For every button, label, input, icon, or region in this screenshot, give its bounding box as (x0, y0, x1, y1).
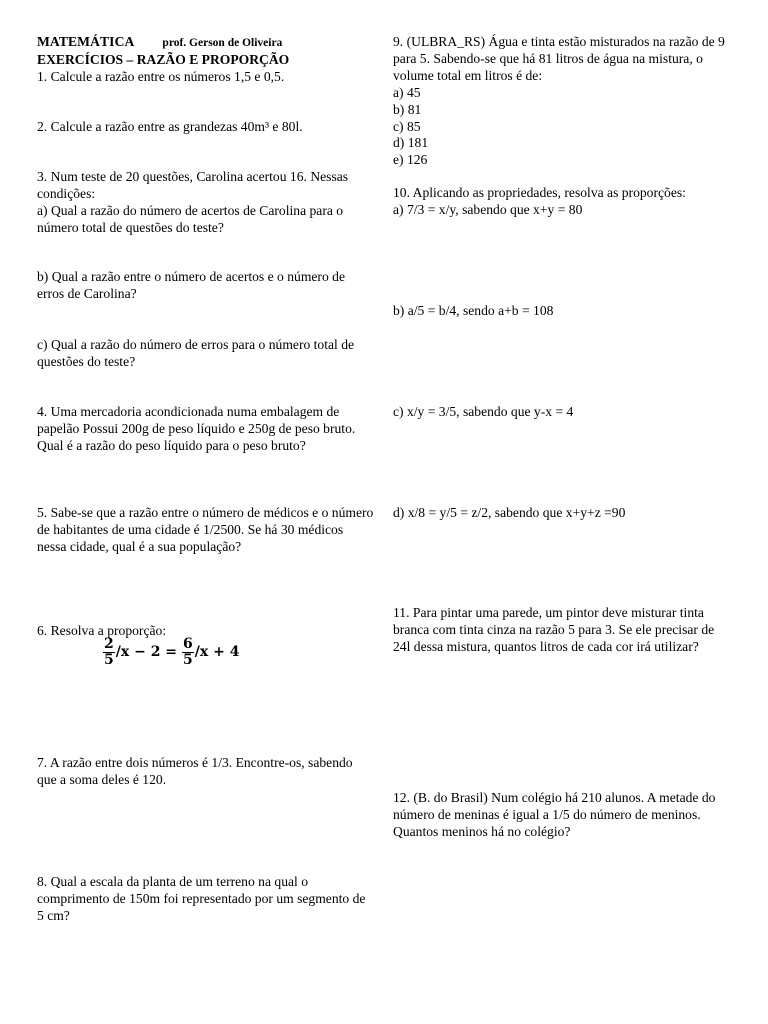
question-3-b: b) Qual a razão entre o número de acertos e o número de erros de Carolina? (37, 269, 345, 301)
question-9: 9. (ULBRA_RS) Água e tinta estão misturados na razão de 9 para 5. Sabendo-se que há 81 litros de água na mistura, o volume total em litros é de: (393, 34, 725, 83)
question-9-option-a: a) 45 (393, 84, 421, 100)
question-3-intro: 3. Num teste de 20 questões, Carolina acertou 16. Nessas condições: (37, 169, 349, 201)
subject-title: MATEMÁTICA (37, 34, 135, 49)
question-12: 12. (B. do Brasil) Num colégio há 210 alunos. A metade do número de meninas é igual a 1/5 do número de meninos. Quantos meninos há no colégio? (393, 790, 716, 839)
question-7-block (37, 755, 374, 789)
question-2: 2. Calcule a razão entre as grandezas 40m³ e 80l. (37, 119, 303, 134)
question-10-a: a) 7/3 = x/y, sabendo que x+y = 80 (393, 201, 583, 217)
question-4: 4. Uma mercadoria acondicionada numa embalagem de papelão Possui 200g de peso líquido e 250g de peso bruto. Qual é a razão do peso líquido para o peso bruto? (37, 404, 356, 453)
question-6: 6. Resolva a proporção: (37, 623, 167, 638)
worksheet-title: EXERCÍCIOS – RAZÃO E PROPORÇÃO (37, 51, 290, 67)
question-9-block (393, 34, 730, 169)
question-3-a: a) Qual a razão do número de acertos de Carolina para o número total de questões do teste? (37, 202, 344, 235)
question-3-block (37, 169, 374, 237)
question-5: 5. Sabe-se que a razão entre o número de médicos e o número de habitantes de uma cidade é 1/2500. Se há 30 médicos nessa cidade, qual é a sua população? (37, 505, 374, 554)
question-3-c: c) Qual a razão do número de erros para o número total de questões do teste? (37, 337, 355, 369)
fraction-two-fifths: $\frac{2}{5}$ (104, 636, 114, 668)
question-4-block (37, 404, 374, 455)
question-10-b-block (393, 303, 730, 320)
question-9-option-e: e) 126 (393, 152, 428, 168)
question-8: 8. Qual a escala da planta de um terreno na qual o comprimento de 150m foi representado por um segmento de 5 cm? (37, 874, 366, 923)
question-3-b-block (37, 269, 374, 303)
question-10-intro: 10. Aplicando as propriedades, resolva as proporções: (393, 185, 686, 200)
professor-name: prof. Gerson de Oliveira (162, 37, 283, 49)
question-11: 11. Para pintar uma parede, um pintor deve misturar tinta branca com tinta cinza na razão 5 para 3. Se ele precisar de 24l dessa mistura, quantos litros de cada cor irá utilizar? (393, 605, 715, 654)
question-9-option-b: b) 81 (393, 101, 422, 117)
question-2-block (37, 119, 374, 136)
question-11-block (393, 605, 730, 656)
question-10-c-block (393, 404, 730, 421)
question-5-block (37, 505, 374, 556)
question-9-option-c: c) 85 (393, 118, 421, 134)
question-12-block (393, 790, 730, 841)
equation-term-1: /x − 2 = (115, 644, 178, 661)
question-10-c: c) x/y = 3/5, sabendo que y-x = 4 (393, 404, 574, 419)
question-7: 7. A razão entre dois números é 1/3. Encontre-os, sabendo que a soma deles é 120. (37, 755, 353, 787)
question-10-d: d) x/8 = y/5 = z/2, sabendo que x+y+z =90 (393, 505, 626, 520)
question-10-d-block (393, 505, 730, 522)
question-6-equation (102, 637, 239, 668)
question-1: 1. Calcule a razão entre os números 1,5 e 0,5. (37, 68, 285, 84)
question-10-block (393, 185, 730, 219)
document-header (37, 34, 374, 86)
question-10-b: b) a/5 = b/4, sendo a+b = 108 (393, 303, 554, 318)
equation-term-2: /x + 4 (194, 644, 240, 661)
question-9-option-d: d) 181 (393, 135, 429, 151)
question-8-block (37, 874, 374, 925)
question-3-c-block (37, 337, 374, 371)
fraction-six-fifths: $\frac{6}{5}$ (183, 636, 193, 668)
